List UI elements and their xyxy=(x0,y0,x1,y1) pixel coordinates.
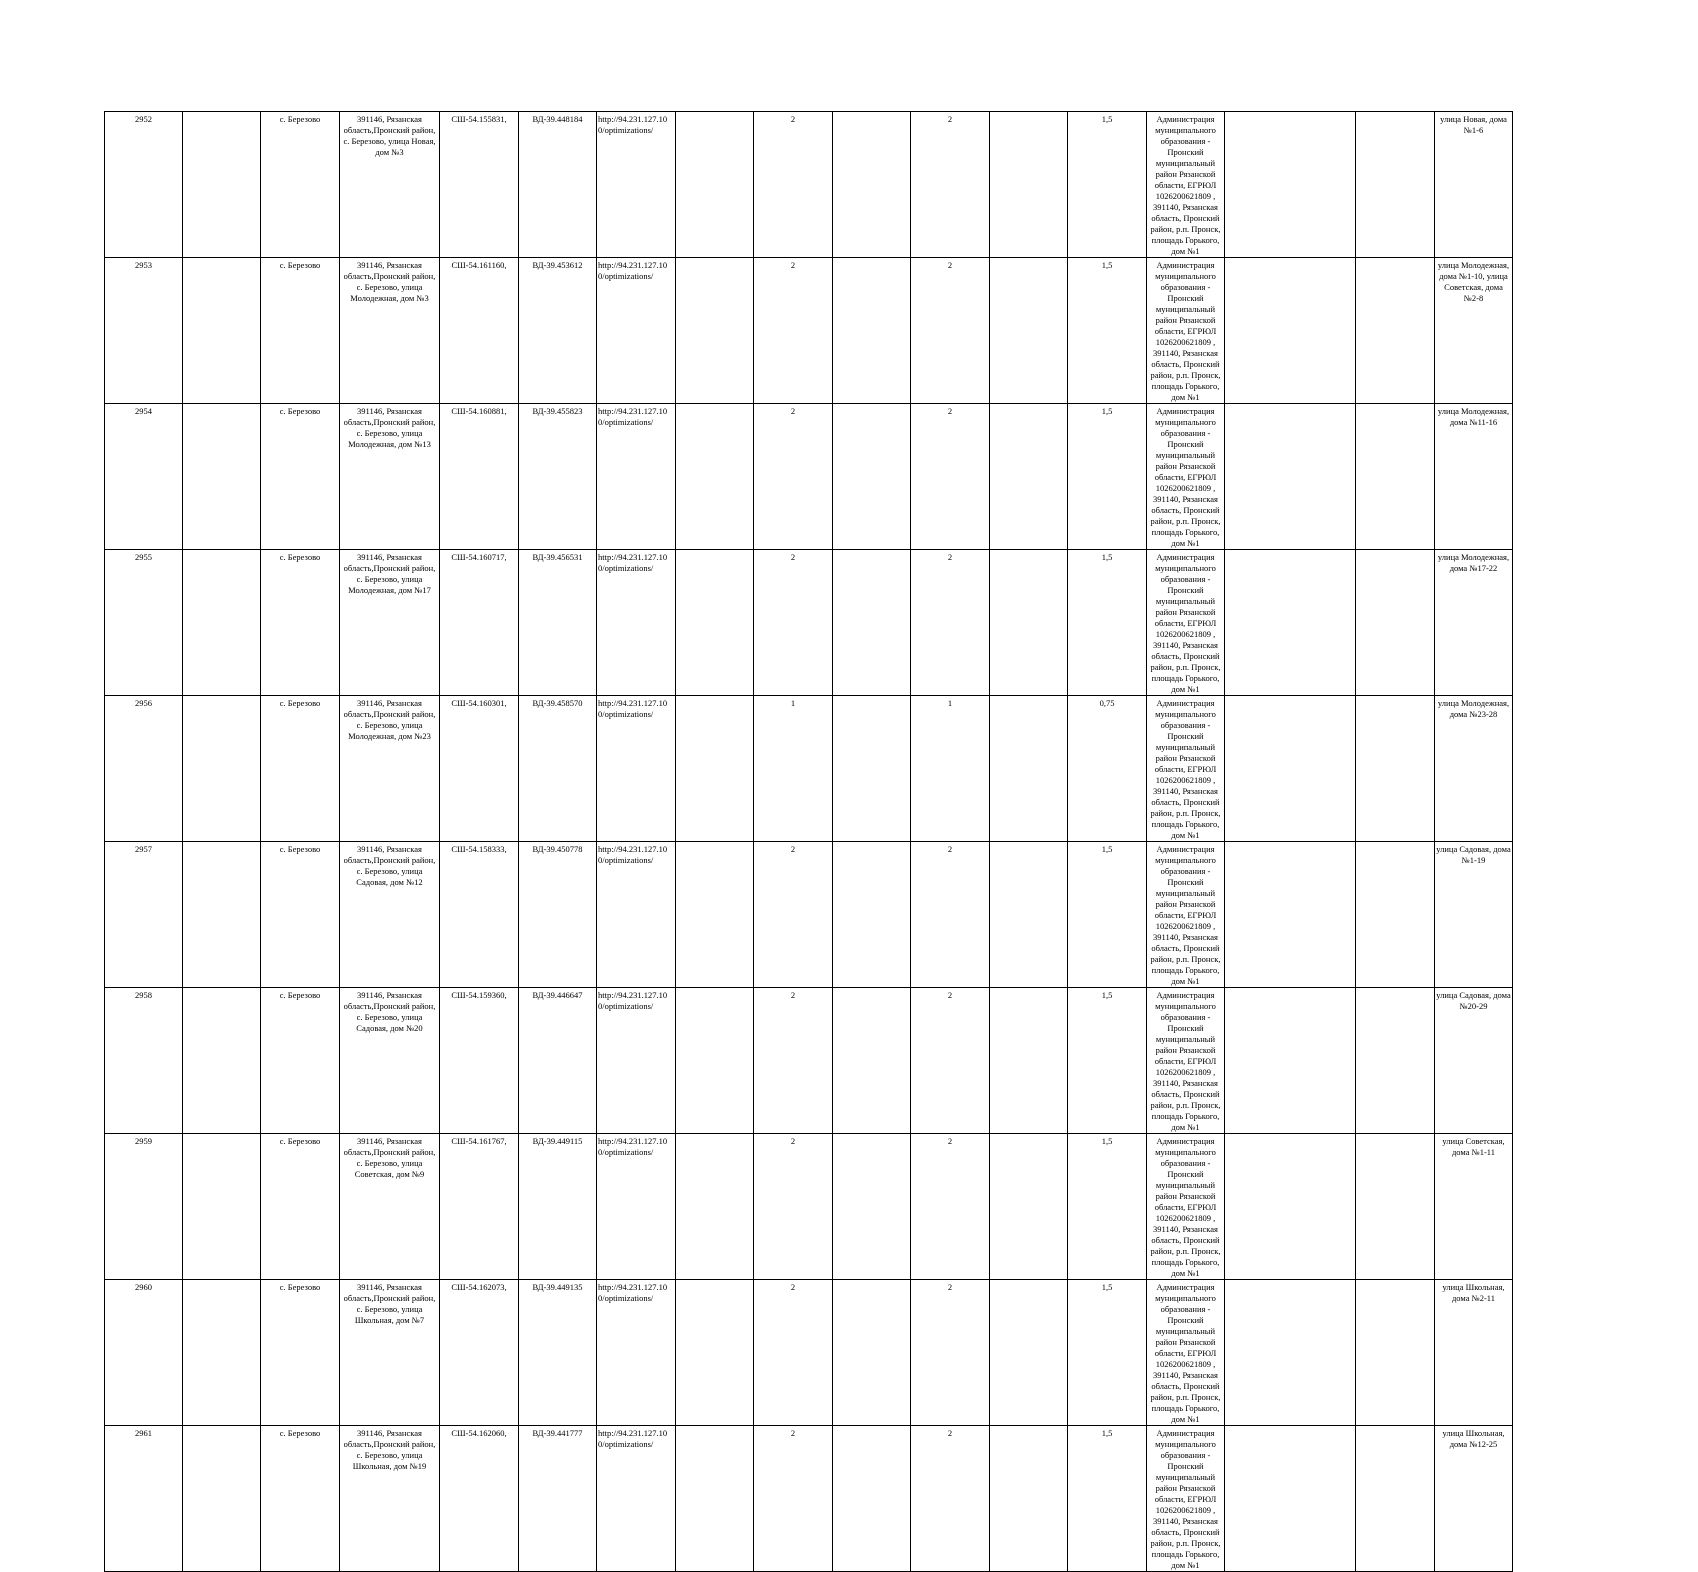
container-count-cell: 2 xyxy=(754,404,833,550)
table-row xyxy=(105,550,1617,696)
address-cell: 391146, Рязанская область,Пронский район, с. Березово, улица Школьная, дом №19 xyxy=(340,1426,440,1572)
blank-cell xyxy=(1356,988,1435,1134)
blank-cell xyxy=(1225,842,1356,988)
longitude-cell: ВД-39.450778 xyxy=(519,842,597,988)
blank-cell xyxy=(990,258,1068,404)
table-row xyxy=(105,1280,1617,1426)
planned-count-cell: 2 xyxy=(911,404,990,550)
served-objects-cell: улица Молодежная, дома №11-16 xyxy=(1435,404,1513,550)
container-count-cell: 2 xyxy=(754,258,833,404)
container-volume-cell: 0,75 xyxy=(1068,696,1147,842)
owner-cell: Администрация муниципального образования - Пронский муниципальный район Рязанской области, ЕГРЮЛ 1026200621809 , 391140, Рязанская область, Пронский район, р.п. Пронск, площадь Горького, дом №1 xyxy=(1147,988,1225,1134)
container-count-cell: 2 xyxy=(754,1280,833,1426)
blank-cell xyxy=(990,1134,1068,1280)
address-cell: 391146, Рязанская область,Пронский район, с. Березово, улица Молодежная, дом №13 xyxy=(340,404,440,550)
blank-cell xyxy=(676,1426,754,1572)
locality-cell: с. Березово xyxy=(261,1426,340,1572)
latitude-cell: СШ-54.160717, xyxy=(440,550,519,696)
blank-cell xyxy=(990,112,1068,258)
row-number-cell: 2954 xyxy=(105,404,183,550)
planned-count-cell: 2 xyxy=(911,112,990,258)
blank-cell xyxy=(676,696,754,842)
container-count-cell: 1 xyxy=(754,696,833,842)
locality-cell: с. Березово xyxy=(261,988,340,1134)
served-objects-cell: улица Молодежная, дома №23-28 xyxy=(1435,696,1513,842)
blank-cell xyxy=(1225,1134,1356,1280)
blank-cell xyxy=(990,696,1068,842)
container-volume-cell: 1,5 xyxy=(1068,1280,1147,1426)
planned-count-cell: 2 xyxy=(911,842,990,988)
owner-cell: Администрация муниципального образования - Пронский муниципальный район Рязанской области, ЕГРЮЛ 1026200621809 , 391140, Рязанская область, Пронский район, р.п. Пронск, площадь Горького, дом №1 xyxy=(1147,842,1225,988)
blank-cell xyxy=(183,258,261,404)
blank-cell xyxy=(833,1280,911,1426)
map-link-cell: http://94.231.127.10 0/optimizations/ xyxy=(597,842,676,988)
owner-cell: Администрация муниципального образования - Пронский муниципальный район Рязанской области, ЕГРЮЛ 1026200621809 , 391140, Рязанская область, Пронский район, р.п. Пронск, площадь Горького, дом №1 xyxy=(1147,1426,1225,1572)
longitude-cell: ВД-39.456531 xyxy=(519,550,597,696)
blank-cell xyxy=(990,988,1068,1134)
table-row xyxy=(105,988,1617,1134)
blank-cell xyxy=(833,550,911,696)
container-count-cell: 2 xyxy=(754,1134,833,1280)
row-number-cell: 2960 xyxy=(105,1280,183,1426)
blank-cell xyxy=(833,1426,911,1572)
served-objects-cell: улица Школьная, дома №12-25 xyxy=(1435,1426,1513,1572)
owner-cell: Администрация муниципального образования - Пронский муниципальный район Рязанской области, ЕГРЮЛ 1026200621809 , 391140, Рязанская область, Пронский район, р.п. Пронск, площадь Горького, дом №1 xyxy=(1147,696,1225,842)
map-link-cell: http://94.231.127.10 0/optimizations/ xyxy=(597,696,676,842)
map-link-cell: http://94.231.127.10 0/optimizations/ xyxy=(597,112,676,258)
blank-cell xyxy=(1356,842,1435,988)
map-link-cell: http://94.231.127.10 0/optimizations/ xyxy=(597,1426,676,1572)
planned-count-cell: 2 xyxy=(911,550,990,696)
register-body xyxy=(105,112,1617,1572)
row-number-cell: 2956 xyxy=(105,696,183,842)
blank-cell xyxy=(183,404,261,550)
owner-cell: Администрация муниципального образования - Пронский муниципальный район Рязанской области, ЕГРЮЛ 1026200621809 , 391140, Рязанская область, Пронский район, р.п. Пронск, площадь Горького, дом №1 xyxy=(1147,550,1225,696)
container-volume-cell: 1,5 xyxy=(1068,1134,1147,1280)
blank-cell xyxy=(1225,1426,1356,1572)
blank-cell xyxy=(183,988,261,1134)
address-cell: 391146, Рязанская область,Пронский район, с. Березово, улица Молодежная, дом №3 xyxy=(340,258,440,404)
served-objects-cell: улица Садовая, дома №1-19 xyxy=(1435,842,1513,988)
owner-cell: Администрация муниципального образования - Пронский муниципальный район Рязанской области, ЕГРЮЛ 1026200621809 , 391140, Рязанская область, Пронский район, р.п. Пронск, площадь Горького, дом №1 xyxy=(1147,1134,1225,1280)
latitude-cell: СШ-54.162073, xyxy=(440,1280,519,1426)
blank-cell xyxy=(676,988,754,1134)
served-objects-cell: улица Новая, дома №1-6 xyxy=(1435,112,1513,258)
blank-cell xyxy=(1356,112,1435,258)
planned-count-cell: 2 xyxy=(911,1280,990,1426)
longitude-cell: ВД-39.458570 xyxy=(519,696,597,842)
blank-cell xyxy=(1225,696,1356,842)
blank-cell xyxy=(1225,988,1356,1134)
address-cell: 391146, Рязанская область,Пронский район, с. Березово, улица Новая, дом №3 xyxy=(340,112,440,258)
served-objects-cell: улица Советская, дома №1-11 xyxy=(1435,1134,1513,1280)
container-count-cell: 2 xyxy=(754,988,833,1134)
blank-cell xyxy=(1356,550,1435,696)
blank-cell xyxy=(833,988,911,1134)
latitude-cell: СШ-54.160301, xyxy=(440,696,519,842)
blank-cell xyxy=(676,550,754,696)
blank-cell xyxy=(990,842,1068,988)
table-row xyxy=(105,842,1617,988)
row-number-cell: 2958 xyxy=(105,988,183,1134)
locality-cell: с. Березово xyxy=(261,550,340,696)
served-objects-cell: улица Молодежная, дома №17-22 xyxy=(1435,550,1513,696)
blank-cell xyxy=(1225,404,1356,550)
blank-cell xyxy=(1356,696,1435,842)
table-row xyxy=(105,696,1617,842)
table-row xyxy=(105,404,1617,550)
blank-cell xyxy=(183,1426,261,1572)
table-row xyxy=(105,258,1617,404)
locality-cell: с. Березово xyxy=(261,404,340,550)
table-row xyxy=(105,112,1617,258)
table-row xyxy=(105,1134,1617,1280)
owner-cell: Администрация муниципального образования - Пронский муниципальный район Рязанской области, ЕГРЮЛ 1026200621809 , 391140, Рязанская область, Пронский район, р.п. Пронск, площадь Горького, дом №1 xyxy=(1147,258,1225,404)
map-link-cell: http://94.231.127.10 0/optimizations/ xyxy=(597,988,676,1134)
longitude-cell: ВД-39.448184 xyxy=(519,112,597,258)
row-number-cell: 2957 xyxy=(105,842,183,988)
served-objects-cell: улица Молодежная, дома №1-10, улица Советская, дома №2-8 xyxy=(1435,258,1513,404)
longitude-cell: ВД-39.455823 xyxy=(519,404,597,550)
served-objects-cell: улица Школьная, дома №2-11 xyxy=(1435,1280,1513,1426)
blank-cell xyxy=(1356,1134,1435,1280)
waste-site-register-table xyxy=(104,111,1617,1572)
address-cell: 391146, Рязанская область,Пронский район, с. Березово, улица Школьная, дом №7 xyxy=(340,1280,440,1426)
blank-cell xyxy=(183,550,261,696)
map-link-cell: http://94.231.127.10 0/optimizations/ xyxy=(597,550,676,696)
container-count-cell: 2 xyxy=(754,842,833,988)
latitude-cell: СШ-54.162060, xyxy=(440,1426,519,1572)
container-volume-cell: 1,5 xyxy=(1068,842,1147,988)
blank-cell xyxy=(183,696,261,842)
longitude-cell: ВД-39.449135 xyxy=(519,1280,597,1426)
blank-cell xyxy=(183,1280,261,1426)
blank-cell xyxy=(676,112,754,258)
owner-cell: Администрация муниципального образования - Пронский муниципальный район Рязанской области, ЕГРЮЛ 1026200621809 , 391140, Рязанская область, Пронский район, р.п. Пронск, площадь Горького, дом №1 xyxy=(1147,112,1225,258)
blank-cell xyxy=(990,1280,1068,1426)
row-number-cell: 2953 xyxy=(105,258,183,404)
locality-cell: с. Березово xyxy=(261,258,340,404)
planned-count-cell: 1 xyxy=(911,696,990,842)
row-number-cell: 2959 xyxy=(105,1134,183,1280)
latitude-cell: СШ-54.161767, xyxy=(440,1134,519,1280)
address-cell: 391146, Рязанская область,Пронский район, с. Березово, улица Советская, дом №9 xyxy=(340,1134,440,1280)
container-count-cell: 2 xyxy=(754,112,833,258)
blank-cell xyxy=(1225,112,1356,258)
blank-cell xyxy=(183,842,261,988)
blank-cell xyxy=(1356,258,1435,404)
locality-cell: с. Березово xyxy=(261,112,340,258)
planned-count-cell: 2 xyxy=(911,1134,990,1280)
container-volume-cell: 1,5 xyxy=(1068,112,1147,258)
address-cell: 391146, Рязанская область,Пронский район, с. Березово, улица Садовая, дом №12 xyxy=(340,842,440,988)
blank-cell xyxy=(990,1426,1068,1572)
blank-cell xyxy=(833,696,911,842)
blank-cell xyxy=(833,404,911,550)
served-objects-cell: улица Садовая, дома №20-29 xyxy=(1435,988,1513,1134)
map-link-cell: http://94.231.127.10 0/optimizations/ xyxy=(597,258,676,404)
blank-cell xyxy=(990,404,1068,550)
blank-cell xyxy=(676,404,754,550)
address-cell: 391146, Рязанская область,Пронский район, с. Березово, улица Садовая, дом №20 xyxy=(340,988,440,1134)
blank-cell xyxy=(1356,1280,1435,1426)
locality-cell: с. Березово xyxy=(261,842,340,988)
container-count-cell: 2 xyxy=(754,1426,833,1572)
row-number-cell: 2955 xyxy=(105,550,183,696)
blank-cell xyxy=(183,1134,261,1280)
container-volume-cell: 1,5 xyxy=(1068,988,1147,1134)
longitude-cell: ВД-39.453612 xyxy=(519,258,597,404)
blank-cell xyxy=(1356,404,1435,550)
blank-cell xyxy=(833,112,911,258)
map-link-cell: http://94.231.127.10 0/optimizations/ xyxy=(597,1280,676,1426)
container-volume-cell: 1,5 xyxy=(1068,1426,1147,1572)
blank-cell xyxy=(833,1134,911,1280)
row-number-cell: 2952 xyxy=(105,112,183,258)
latitude-cell: СШ-54.158333, xyxy=(440,842,519,988)
planned-count-cell: 2 xyxy=(911,988,990,1134)
latitude-cell: СШ-54.159360, xyxy=(440,988,519,1134)
latitude-cell: СШ-54.161160, xyxy=(440,258,519,404)
planned-count-cell: 2 xyxy=(911,1426,990,1572)
blank-cell xyxy=(1225,550,1356,696)
blank-cell xyxy=(676,258,754,404)
locality-cell: с. Березово xyxy=(261,696,340,842)
row-number-cell: 2961 xyxy=(105,1426,183,1572)
address-cell: 391146, Рязанская область,Пронский район, с. Березово, улица Молодежная, дом №17 xyxy=(340,550,440,696)
blank-cell xyxy=(183,112,261,258)
longitude-cell: ВД-39.446647 xyxy=(519,988,597,1134)
map-link-cell: http://94.231.127.10 0/optimizations/ xyxy=(597,404,676,550)
blank-cell xyxy=(676,1280,754,1426)
table-row xyxy=(105,1426,1617,1572)
blank-cell xyxy=(1225,258,1356,404)
address-cell: 391146, Рязанская область,Пронский район, с. Березово, улица Молодежная, дом №23 xyxy=(340,696,440,842)
latitude-cell: СШ-54.155831, xyxy=(440,112,519,258)
container-count-cell: 2 xyxy=(754,550,833,696)
longitude-cell: ВД-39.449115 xyxy=(519,1134,597,1280)
container-volume-cell: 1,5 xyxy=(1068,404,1147,550)
owner-cell: Администрация муниципального образования - Пронский муниципальный район Рязанской области, ЕГРЮЛ 1026200621809 , 391140, Рязанская область, Пронский район, р.п. Пронск, площадь Горького, дом №1 xyxy=(1147,1280,1225,1426)
planned-count-cell: 2 xyxy=(911,258,990,404)
locality-cell: с. Березово xyxy=(261,1134,340,1280)
blank-cell xyxy=(833,842,911,988)
map-link-cell: http://94.231.127.10 0/optimizations/ xyxy=(597,1134,676,1280)
blank-cell xyxy=(1225,1280,1356,1426)
latitude-cell: СШ-54.160881, xyxy=(440,404,519,550)
blank-cell xyxy=(676,842,754,988)
container-volume-cell: 1,5 xyxy=(1068,258,1147,404)
blank-cell xyxy=(676,1134,754,1280)
container-volume-cell: 1,5 xyxy=(1068,550,1147,696)
longitude-cell: ВД-39.441777 xyxy=(519,1426,597,1572)
locality-cell: с. Березово xyxy=(261,1280,340,1426)
blank-cell xyxy=(833,258,911,404)
blank-cell xyxy=(990,550,1068,696)
blank-cell xyxy=(1356,1426,1435,1572)
owner-cell: Администрация муниципального образования - Пронский муниципальный район Рязанской области, ЕГРЮЛ 1026200621809 , 391140, Рязанская область, Пронский район, р.п. Пронск, площадь Горького, дом №1 xyxy=(1147,404,1225,550)
